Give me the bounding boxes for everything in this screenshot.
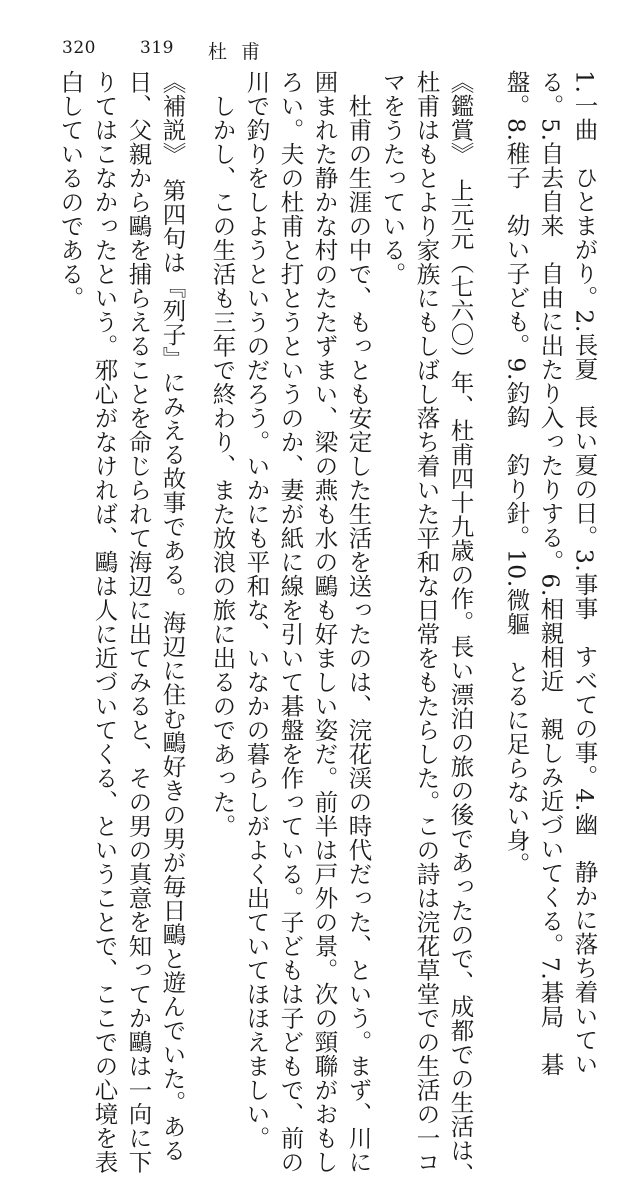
text-column: りてはこなかったという。邪心がなければ、鷗は人に近づいてくる、ということで、ここでの心境を表	[90, 70, 119, 1174]
text-column: ろい。夫の杜甫と打とうというのか、妻が紙に線を引いて碁盤を作っている。子どもは子どもで、前の	[276, 70, 305, 1174]
text-column: 盤。8.稚子 幼い子ども。9.釣鈎 釣り針。10.微軀 とるに足らない身。	[502, 70, 531, 876]
text-column: 杜甫はもとより家族にもしばし落ち着いた平和な日常をもたらした。この詩は浣花草堂での生活の一コ	[412, 70, 441, 1174]
text-column: 《補説》 第四句は『列子』にみえる故事である。海辺に住む鷗好きの男が毎日鷗と遊んでいた。ある	[158, 70, 187, 1163]
text-column: 日、父親から鷗を捕らえることを命じられて海辺に出てみると、その男の真意を知ってか鷗は一向に下	[124, 70, 153, 1174]
text-column: 川で釣りをしようというのだろう。いかにも平和な、いなかの暮らしがよく出ていてほほえましい。	[242, 70, 271, 1150]
text-column: 杜甫の生涯の中で、もっとも安定した生活を送ったのは、浣花渓の時代だった、という。まず、川に	[344, 70, 373, 1174]
page-header	[0, 38, 637, 66]
section-title: 杜甫	[208, 41, 275, 63]
text-column: 《鑑賞》 上元元（七六〇）年、杜甫四十九歳の作。長い漂泊の旅の後であったので、成都での生活は、	[446, 70, 475, 1186]
text-column: しかし、この生活も三年で終わり、また放浪の旅に出るのであった。	[208, 70, 237, 838]
section-number: 319	[140, 38, 174, 58]
text-column: る。5.自去自来 自由に出たり入ったりする。6.相親相近 親しみ近づいてくる。7.碁局 碁	[536, 70, 565, 1077]
text-column: マをうたっている。	[378, 70, 407, 286]
text-column: 1.一曲 ひとまがり。2.長夏 長い夏の日。3.事事 すべての事。4.幽 静かに落ち着いてい	[570, 70, 599, 1076]
page-number: 320	[62, 38, 96, 58]
text-column: 囲まれた静かな村のたたずまい、梁の燕も水の鷗も好ましい姿だ。前半は戸外の景。次の頸聯がおもし	[310, 70, 339, 1174]
text-column: 白しているのである。	[56, 70, 85, 310]
